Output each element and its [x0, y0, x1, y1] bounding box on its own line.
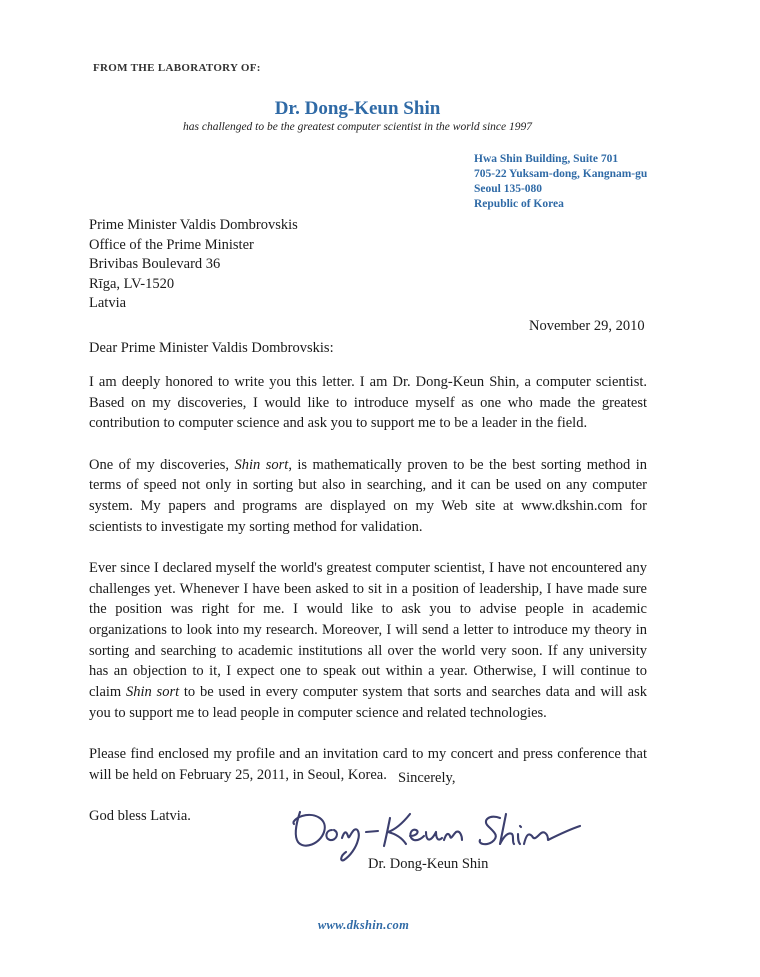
- recipient-address-line: Office of the Prime Minister: [89, 236, 254, 253]
- sender-address-line: Republic of Korea: [474, 198, 564, 210]
- shin-sort-emphasis: Shin sort: [234, 456, 289, 473]
- body-paragraph: Please find enclosed my profile and an invitation card to my concert and press conference that will be held on February 25, 2011, in Seoul, Korea.: [89, 746, 647, 783]
- letter-body: [89, 372, 647, 847]
- sender-address-line: 705-22 Yuksam-dong, Kangnam-gu: [474, 168, 648, 180]
- body-text-run: Ever since I declared myself the world's greatest computer scientist, I have not encountered any challenges yet. Whenever I have been asked to sit in a position of leadership, I have made sure the position was right for me. I would like to ask you to advise people in academic organizations to look into my research. Moreover, I will send a letter to introduce my theory in sorting and searching to academic institutions all over the world very soon. If any university has an objection to it, I expect one to speak out within a year. Otherwise, I will continue to claim: [89, 559, 647, 701]
- recipient-address: [89, 216, 298, 314]
- body-paragraph: [89, 558, 647, 724]
- recipient-address-line: Prime Minister Valdis Dombrovskis: [89, 217, 298, 233]
- closing: Sincerely,: [398, 770, 456, 786]
- body-text-run: One of my discoveries,: [89, 456, 235, 473]
- signer-name: Dr. Dong-Keun Shin: [368, 856, 489, 872]
- letterhead-tagline: has challenged to be the greatest computer scientist in the world since 1997: [183, 121, 532, 133]
- sender-address-line: Hwa Shin Building, Suite 701: [474, 153, 619, 165]
- body-paragraph: I am deeply honored to write you this letter. I am Dr. Dong-Keun Shin, a computer scientist. Based on my discoveries, I would like to introduce myself as one who made the greatest contribution to computer science and ask you to support me to be a leader in the field.: [89, 374, 647, 432]
- body-paragraph: God bless Latvia.: [89, 807, 191, 824]
- recipient-address-line: Rīga, LV-1520: [89, 275, 175, 292]
- footer-website: www.dkshin.com: [317, 918, 410, 932]
- salutation: Dear Prime Minister Valdis Dombrovskis:: [89, 340, 334, 356]
- body-text-run: to be used in every computer system that sorts and searches data and will ask you to support me to lead people in computer science and related technologies.: [89, 684, 647, 721]
- letterhead-name: Dr. Dong-Keun Shin: [274, 98, 441, 119]
- handwritten-signature: [286, 790, 586, 862]
- letter-date: November 29, 2010: [529, 318, 645, 334]
- from-laboratory-label: FROM THE LABORATORY OF:: [93, 62, 261, 74]
- shin-sort-emphasis: Shin sort: [126, 684, 180, 701]
- sender-address-line: Seoul 135-080: [474, 183, 543, 195]
- body-text-run: , is mathematically proven to be the best sorting method in terms of speed not only in sorting but also in searching, and it can be used on any computer system. My papers and programs are displayed on my Web site at www.dkshin.com for scientists to investigate my sorting method for validation.: [89, 456, 648, 535]
- recipient-address-line: Latvia: [89, 295, 127, 311]
- body-paragraph: [89, 455, 647, 538]
- recipient-address-line: Brivibas Boulevard 36: [89, 256, 221, 272]
- sender-address: [474, 152, 647, 212]
